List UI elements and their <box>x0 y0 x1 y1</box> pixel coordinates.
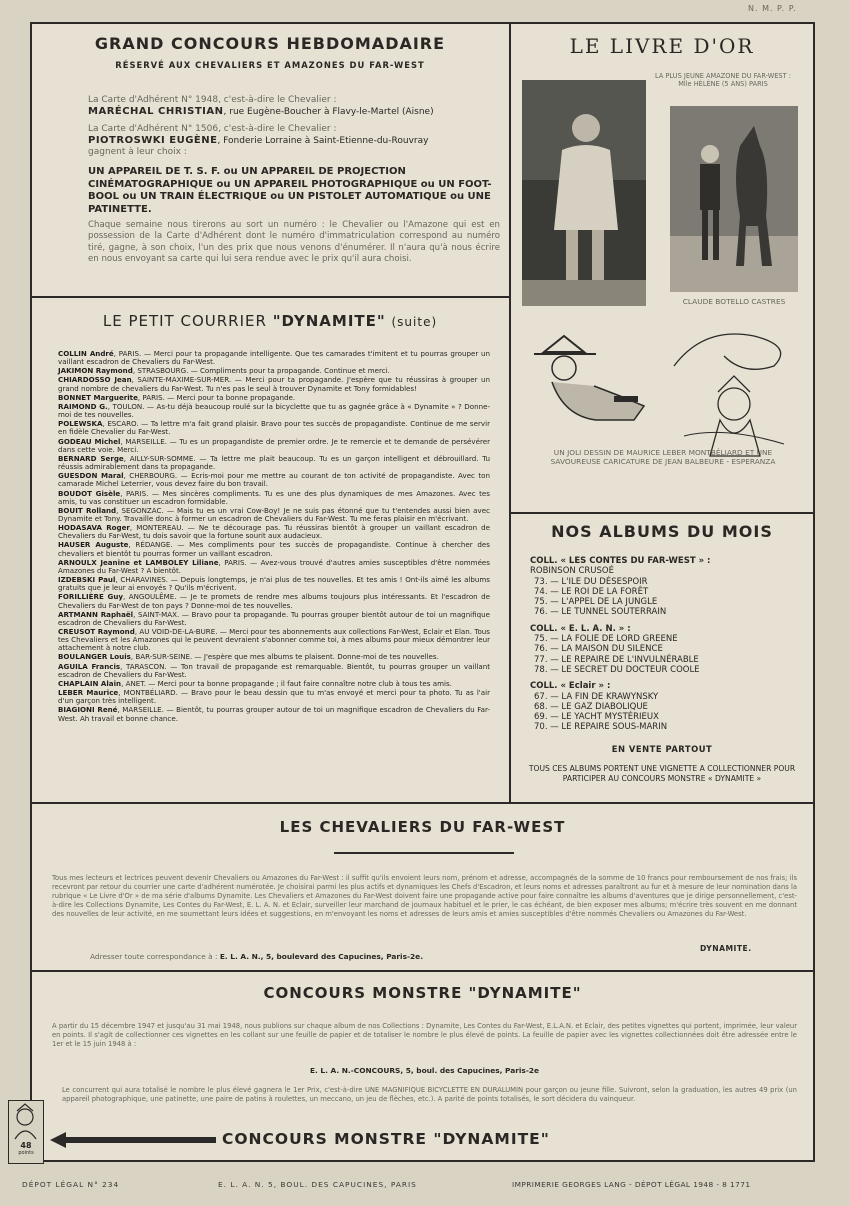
courrier-entry <box>58 706 490 722</box>
courrier-entry <box>58 376 490 392</box>
section-divider <box>30 296 510 298</box>
courrier-entry-name: GUESDON Maral <box>58 471 124 481</box>
en-vente: EN VENTE PARTOUT <box>611 744 713 754</box>
courrier-entry <box>58 611 490 627</box>
courrier-entry-text: , PARIS. — Mes sincères compliments. Tu es une des plus dynamiques de mes Amazones. Avec tes amis, tu vas constituer un escadron formidable. <box>58 488 490 506</box>
courrier-entry-text: , MONTEREAU. — Ne te décourage pas. Tu réussiras bientôt à grouper un vaillant escadron de Chevaliers du Far-West, tu dois savoir que la fortune sourit aux audacieux. <box>58 523 490 541</box>
courrier-entry-name: GODEAU Michel <box>58 436 121 446</box>
monstre-p1: A partir du 15 décembre 1947 et jusqu'au 31 mai 1948, nous publions sur chaque album de nos Collections : Dynamite, Les Contes du Far-West, E.L.A.N. et Eclair, des petites vignettes qui portent, imprimée, leur valeur en points. Il s'agit de collectionner ces vignettes en les collant sur une feuille de papier et de totaliser le nombre le plus élevé de points. La feuille de papier avec les vignettes collectionnées doit être adressée entre le 1er et le 15 juin 1948 à : <box>52 1022 797 1048</box>
footer-right: IMPRIMERIE GEORGES LANG - DÉPOT LÉGAL 1948 - 8 1771 <box>512 1180 751 1189</box>
courrier-entry-name: ARNOULX Jeanine et LAMBOLEY Liliane <box>58 557 219 567</box>
coll1-items: ROBINSON CRUSOÉ 73. — L'ILE DU DÉSESPOIR 74. — LE ROI DE LA FORÊT 75. — L'APPEL DE LA JUNGLE 76. — LE TUNNEL SOUTERRAIN <box>530 566 667 618</box>
courrier-entry <box>58 680 490 688</box>
courrier-entry-text: , TARASCON. — Ton travail de propagande est remarquable. Bientôt, tu pourras grouper un vaillant escadron de Chevaliers du Far-West. <box>58 661 490 679</box>
courrier-entry-name: POLEWSKA <box>58 419 103 429</box>
courrier-entry-text: , BAR-SUR-SEINE. — J'espère que mes albums te plaisent. Donne-moi de tes nouvelles. <box>130 652 439 662</box>
corner-mark: N. M. P. P. <box>748 4 797 13</box>
courrier-entry <box>58 490 490 506</box>
arrow-left-icon <box>50 1132 216 1148</box>
courrier-entry-text: , CHARAVINES. — Depuis longtemps, je n'ai plus de tes nouvelles. Et tes amis ! Ont-ils aimé les albums gratuits que je leur ai envoyés ? Qu'ils m'écrivent. <box>58 575 490 593</box>
courrier-entry <box>58 438 490 454</box>
courrier-entry-name: BIAGIONI René <box>58 705 118 715</box>
section-divider <box>30 970 815 972</box>
courrier-entry-name: CREUSOT Raymond <box>58 627 135 636</box>
courrier-entry-text: , SAINT-MAX. — Bravo pour ta propagande. Tu pourras grouper bientôt autour de toi un magnifique escadron de Chevaliers du Far-West. <box>58 609 490 627</box>
drawing-cowboy <box>524 326 654 426</box>
photo-young-amazone <box>522 80 646 306</box>
monstre-title: CONCOURS MONSTRE "DYNAMITE" <box>263 984 582 1002</box>
courrier-entry-name: LEBER Maurice <box>58 688 119 698</box>
courrier-entry <box>58 576 490 592</box>
courrier-entry-text: , PARIS. — Merci pour ta bonne propagande. <box>137 392 296 402</box>
courrier-entry <box>58 559 490 575</box>
title-rule <box>334 852 514 854</box>
signature: DYNAMITE. <box>700 944 752 953</box>
winner-2: La Carte d'Adhérent N° 1506, c'est-à-dire le Chevalier : PIOTROSWKI EUGÈNE, Fonderie Lorraine à Saint-Etienne-du-Rouvray gagnent à leur choix : <box>88 124 429 158</box>
livre-title: LE LIVRE D'OR <box>569 34 755 58</box>
courrier-entry-text: , RÉDANGE. — Mes compliments pour tes succès de propagandiste. Continue à chercher des chevaliers et bientôt tu pourras former un vaillant escadron. <box>58 540 490 558</box>
caption-amazone: LA PLUS JEUNE AMAZONE DU FAR-WEST : Mlle HÉLÈNE (5 ANS) PARIS <box>655 72 791 89</box>
section-divider <box>510 512 815 514</box>
chevaliers-title: LES CHEVALIERS DU FAR-WEST <box>279 818 566 836</box>
courrier-entry-name: JAKIMON Raymond <box>58 366 133 376</box>
albums-title: NOS ALBUMS DU MOIS <box>551 522 773 541</box>
courrier-entry-text: , AU VOID-DE-LA-BURE. — Merci pour tes abonnements aux collections Far-West, Eclair et Elan. Tous tes Chevaliers et les Amazones qui le peuvent devraient s'abonner comme toi, à mes albums pour mieux démontrer leur attachement à notre club. <box>58 627 490 653</box>
courrier-entry-text: , ANET. — Merci pour ta bonne propagande ; il faut faire connaître notre club à tous tes amis. <box>121 678 452 688</box>
courrier-entry <box>58 507 490 523</box>
monstre-banner: CONCOURS MONSTRE "DYNAMITE" <box>222 1130 550 1148</box>
chevaliers-address: Adresser toute correspondance à : E. L. A. N., 5, boulevard des Capucines, Paris-2e. <box>90 952 424 961</box>
courrier-entry <box>58 367 490 375</box>
photo-claude-botello <box>670 106 798 292</box>
albums-note: TOUS CES ALBUMS PORTENT UNE VIGNETTE A COLLECTIONNER POUR PARTICIPER AU CONCOURS MONSTRE « DYNAMITE » <box>528 764 796 783</box>
courrier-entry-text: , MARSEILLE. — Tu es un propagandiste de premier ordre. Je te remercie et te demande de persévérer dans cette voie. Merci. <box>58 436 491 454</box>
chevaliers-body: Tous mes lecteurs et lectrices peuvent devenir Chevaliers ou Amazones du Far-West : il suffit qu'ils envoient leurs nom, prénom et adresse, accompagnés de la somme de 10 francs pour remboursement de nos frais; ils recevront par retour du courrier une carte d'adhérent numérotée. Je choisirai parmi les plus actifs et dynamiques les Chefs d'Escadron, et leurs noms et adresses paraîtront au fur et à mesure de leur nomination dans la rubrique « Le Livre d'Or » de ma série d'albums Dynamite. Les Chevaliers et Amazones du Far-West doivent faire une propagande active pour faire connaître les albums d'aventures que je dirige personnellement, c'est-à-dire les Collections Dynamite, Les Contes du Far-West, E. L. A. N. et Eclair, surveiller leur marchand de journaux habituel et le prier, le cas échéant, de bien exposer mes albums; m'écrire très souvent en me donnant des nouvelles de leur activité, en me soumettant leurs idées et suggestions, en m'envoyant les noms et adresses de leurs amis et amies susceptibles d'être nommés Chevaliers ou Amazones du Far-West. <box>52 874 798 918</box>
courrier-entry-text: , SAINTE-MAXIME-SUR-MER. — Merci pour ta propagande. J'espère que tu réussiras à grouper un grand nombre de chevaliers du Far-West. Tu n'es pas le seul à trouver Dynamite et Tony formidables! <box>58 375 490 393</box>
courrier-entry-name: BERNARD Serge <box>58 453 124 463</box>
courrier-entry <box>58 394 490 402</box>
courrier-list <box>58 350 490 724</box>
courrier-entry-text: , MARSEILLE. — Bientôt, tu pourras grouper autour de toi un magnifique escadron de Chevaliers du Far-West. Ah travail et bonne chance. <box>58 705 490 723</box>
courrier-entry-text: , SEGONZAC. — Mais tu es un vrai Cow-Boy! Je ne suis pas étonné que tu t'entendes aussi bien avec Dynamite et Tony. Travaille donc à former un escadron de Chevaliers du Far-West. Tu me feras plaisir en m'écrivant. <box>58 505 490 523</box>
footer-center: E. L. A. N. 5, BOUL. DES CAPUCINES, PARIS <box>218 1180 417 1189</box>
courrier-entry <box>58 663 490 679</box>
courrier-entry <box>58 628 490 652</box>
monstre-address: E. L. A. N.-CONCOURS, 5, boul. des Capucines, Paris-2e <box>309 1066 540 1075</box>
concours-title: GRAND CONCOURS HEBDOMADAIRE <box>94 34 446 53</box>
courrier-entry-name: ARTMANN Raphaël <box>58 609 134 619</box>
courrier-entry-text: , STRASBOURG. — Compliments pour ta propagande. Continue et merci. <box>132 366 390 376</box>
coll2-items: 75. — LA FOLIE DE LORD GREENE 76. — LA MAISON DU SILENCE 77. — LE REPAIRE DE L'INVULNÉRABLE 78. — LE SECRET DU DOCTEUR COOLE <box>534 634 700 675</box>
courrier-entry <box>58 524 490 540</box>
courrier-entry-name: HODASAVA Roger <box>58 523 130 533</box>
courrier-entry <box>58 403 490 419</box>
courrier-entry-name: AGUILA Francis <box>58 661 121 671</box>
courrier-entry-text: , ESCARO. — Ta lettre m'a fait grand plaisir. Bravo pour tes succès de propagandiste. Continue de me servir en fidèle Chevalier du Far-West. <box>58 419 490 437</box>
courrier-entry <box>58 472 490 488</box>
courrier-entry <box>58 541 490 557</box>
vignette-portrait-icon <box>9 1101 42 1141</box>
courrier-entry-name: RAIMOND G. <box>58 401 108 411</box>
albums-list: COLL. « LES CONTES DU FAR-WEST » : ROBINSON CRUSOÉ 73. — L'ILE DU DÉSESPOIR 74. — LE ROI DE LA FORÊT 75. — L'APPEL DE LA JUNGLE 76. — LE TUNNEL SOUTERRAIN COLL. « E. L. A. N. » : 75. — LA FOLIE DE LORD GREENE 76. — LA MAISON DU SILENCE 77. — LE REPAIRE DE L'INVULNÉRABLE 78. — LE SECRET DU DOCTEUR COOLE COLL. « Eclair » : 67. — LA FIN DE KRAWYNSKY 68. — LE GAZ DIABOLIQUE 69. — LE YACHT MYSTÉRIEUX 70. — LE REPAIRE SOUS-MARIN <box>530 556 800 733</box>
courrier-entry <box>58 455 490 471</box>
courrier-entry-text: , PARIS. — Merci pour ta propagande intelligente. Que tes camarades t'imitent et tu pourras grouper un vaillant escadron de Chevaliers du Far-West. <box>58 349 490 367</box>
caption-claude: CLAUDE BOTELLO CASTRES <box>682 297 786 306</box>
caption-drawings: UN JOLI DESSIN DE MAURICE LEBER MONTBÉLIARD ET UNE SAVOUREUSE CARICATURE DE JEAN BALBEURE - ESPERANZA <box>550 448 776 466</box>
courrier-title: LE PETIT COURRIER "DYNAMITE" (suite) <box>102 312 438 330</box>
concours-subtitle: RÉSERVÉ AUX CHEVALIERS ET AMAZONES DU FAR-WEST <box>115 60 425 70</box>
courrier-entry-name: HAUSER Auguste <box>58 540 129 550</box>
monstre-p2: Le concurrent qui aura totalisé le nombre le plus élevé gagnera le 1er Prix, c'est-à-dire UNE MAGNIFIQUE BICYCLETTE EN DURALUMIN pour garçon ou jeune fille. Suivront, selon la graduation, les autres 49 prix (un appareil photographique, une patinette, une paire de patins à roulettes, un meccano, un jeu de flèches, etc.). A parité de points totalisés, le sort décidera du vainqueur. <box>62 1086 797 1103</box>
courrier-entry-name: BOULANGER Louis <box>58 652 131 662</box>
courrier-entry <box>58 653 490 661</box>
winner-1: La Carte d'Adhérent N° 1948, c'est-à-dire le Chevalier : MARÉCHAL CHRISTIAN, rue Eugène-Boucher à Flavy-le-Martel (Aisne) <box>88 95 434 118</box>
courrier-entry <box>58 593 490 609</box>
courrier-entry-name: IZDEBSKI Paul <box>58 575 116 585</box>
courrier-entry-text: , CHERBOURG. — Ecris-moi pour me mettre au courant de ton activité de propagandiste. Avec ton camarade Michel Leterrier, vous devez faire du bon travail. <box>58 471 490 489</box>
courrier-entry-text: , TOULON. — As-tu déjà beaucoup roulé sur la bicyclette que tu as gagnée grâce à « Dynamite » ? Donne-moi de tes nouvelles. <box>58 401 491 420</box>
courrier-entry-name: BOUIT Rolland <box>58 505 117 515</box>
prize-list: UN APPAREIL DE T. S. F. ou UN APPAREIL DE PROJECTION CINÉMATOGRAPHIQUE ou UN APPAREIL PHOTOGRAPHIQUE ou UN FOOT-BOOL ou UN TRAIN ÉLECTRIQUE ou UN PISTOLET AUTOMATIQUE ou UNE PATINETTE. <box>88 166 492 215</box>
courrier-entry <box>58 689 490 705</box>
section-divider <box>30 802 815 804</box>
courrier-entry <box>58 350 490 366</box>
courrier-entry-text: , PARIS. — Avez-vous trouvé d'autres amies susceptibles d'être nommées Amazones du Far-West ? A bientôt. <box>58 557 490 575</box>
courrier-entry <box>58 420 490 436</box>
courrier-entry-text: , MONTBÉLIARD. — Bravo pour le beau dessin que tu m'as envoyé et merci pour ta photo. Tu as l'air d'un garçon très intelligent. <box>58 688 490 706</box>
courrier-entry-text: , ANGOULÊME. — Je te promets de rendre mes albums toujours plus intéressants. Et l'escadron de Chevaliers du Far-West de ton pays ? Donne-moi de tes nouvelles. <box>58 592 490 610</box>
courrier-entry-name: CHAPLAIN Alain <box>58 678 122 688</box>
vignette-points: 48 <box>20 1141 32 1150</box>
footer-left: DÉPOT LÉGAL N° 234 <box>22 1180 120 1189</box>
column-divider <box>509 22 511 802</box>
concours-body: Chaque semaine nous tirerons au sort un numéro : le Chevalier ou l'Amazone qui est en possession de la Carte d'Adhérent dont le numéro d'immatriculation correspond au numéro tiré, gagne, à son choix, l'un des prix que nous venons d'énumérer. Il n'aura qu'à nous écrire en nous envoyant sa carte qui lui sera rendue avec le prix qu'il aura choisi. <box>88 220 500 265</box>
courrier-entry-name: BOUDOT Gisèle <box>58 488 121 498</box>
points-vignette <box>8 1100 44 1164</box>
courrier-entry-name: CHIARDOSSO Jean <box>58 375 132 385</box>
courrier-entry-name: COLLIN André <box>58 349 114 358</box>
courrier-entry-name: FORILLIÈRE Guy <box>58 592 123 602</box>
courrier-entry-text: , AILLY-SUR-SOMME. — Ta lettre me plait beaucoup. Tu es un garçon intelligent et débrouillard. Tu réussis admirablement dans ta propagande. <box>58 453 490 472</box>
vignette-label: points <box>18 1150 34 1156</box>
courrier-entry-name: BONNET Marguerite <box>58 392 138 402</box>
coll3-items: 67. — LA FIN DE KRAWYNSKY 68. — LE GAZ DIABOLIQUE 69. — LE YACHT MYSTÉRIEUX 70. — LE REPAIRE SOUS-MARIN <box>534 691 668 733</box>
